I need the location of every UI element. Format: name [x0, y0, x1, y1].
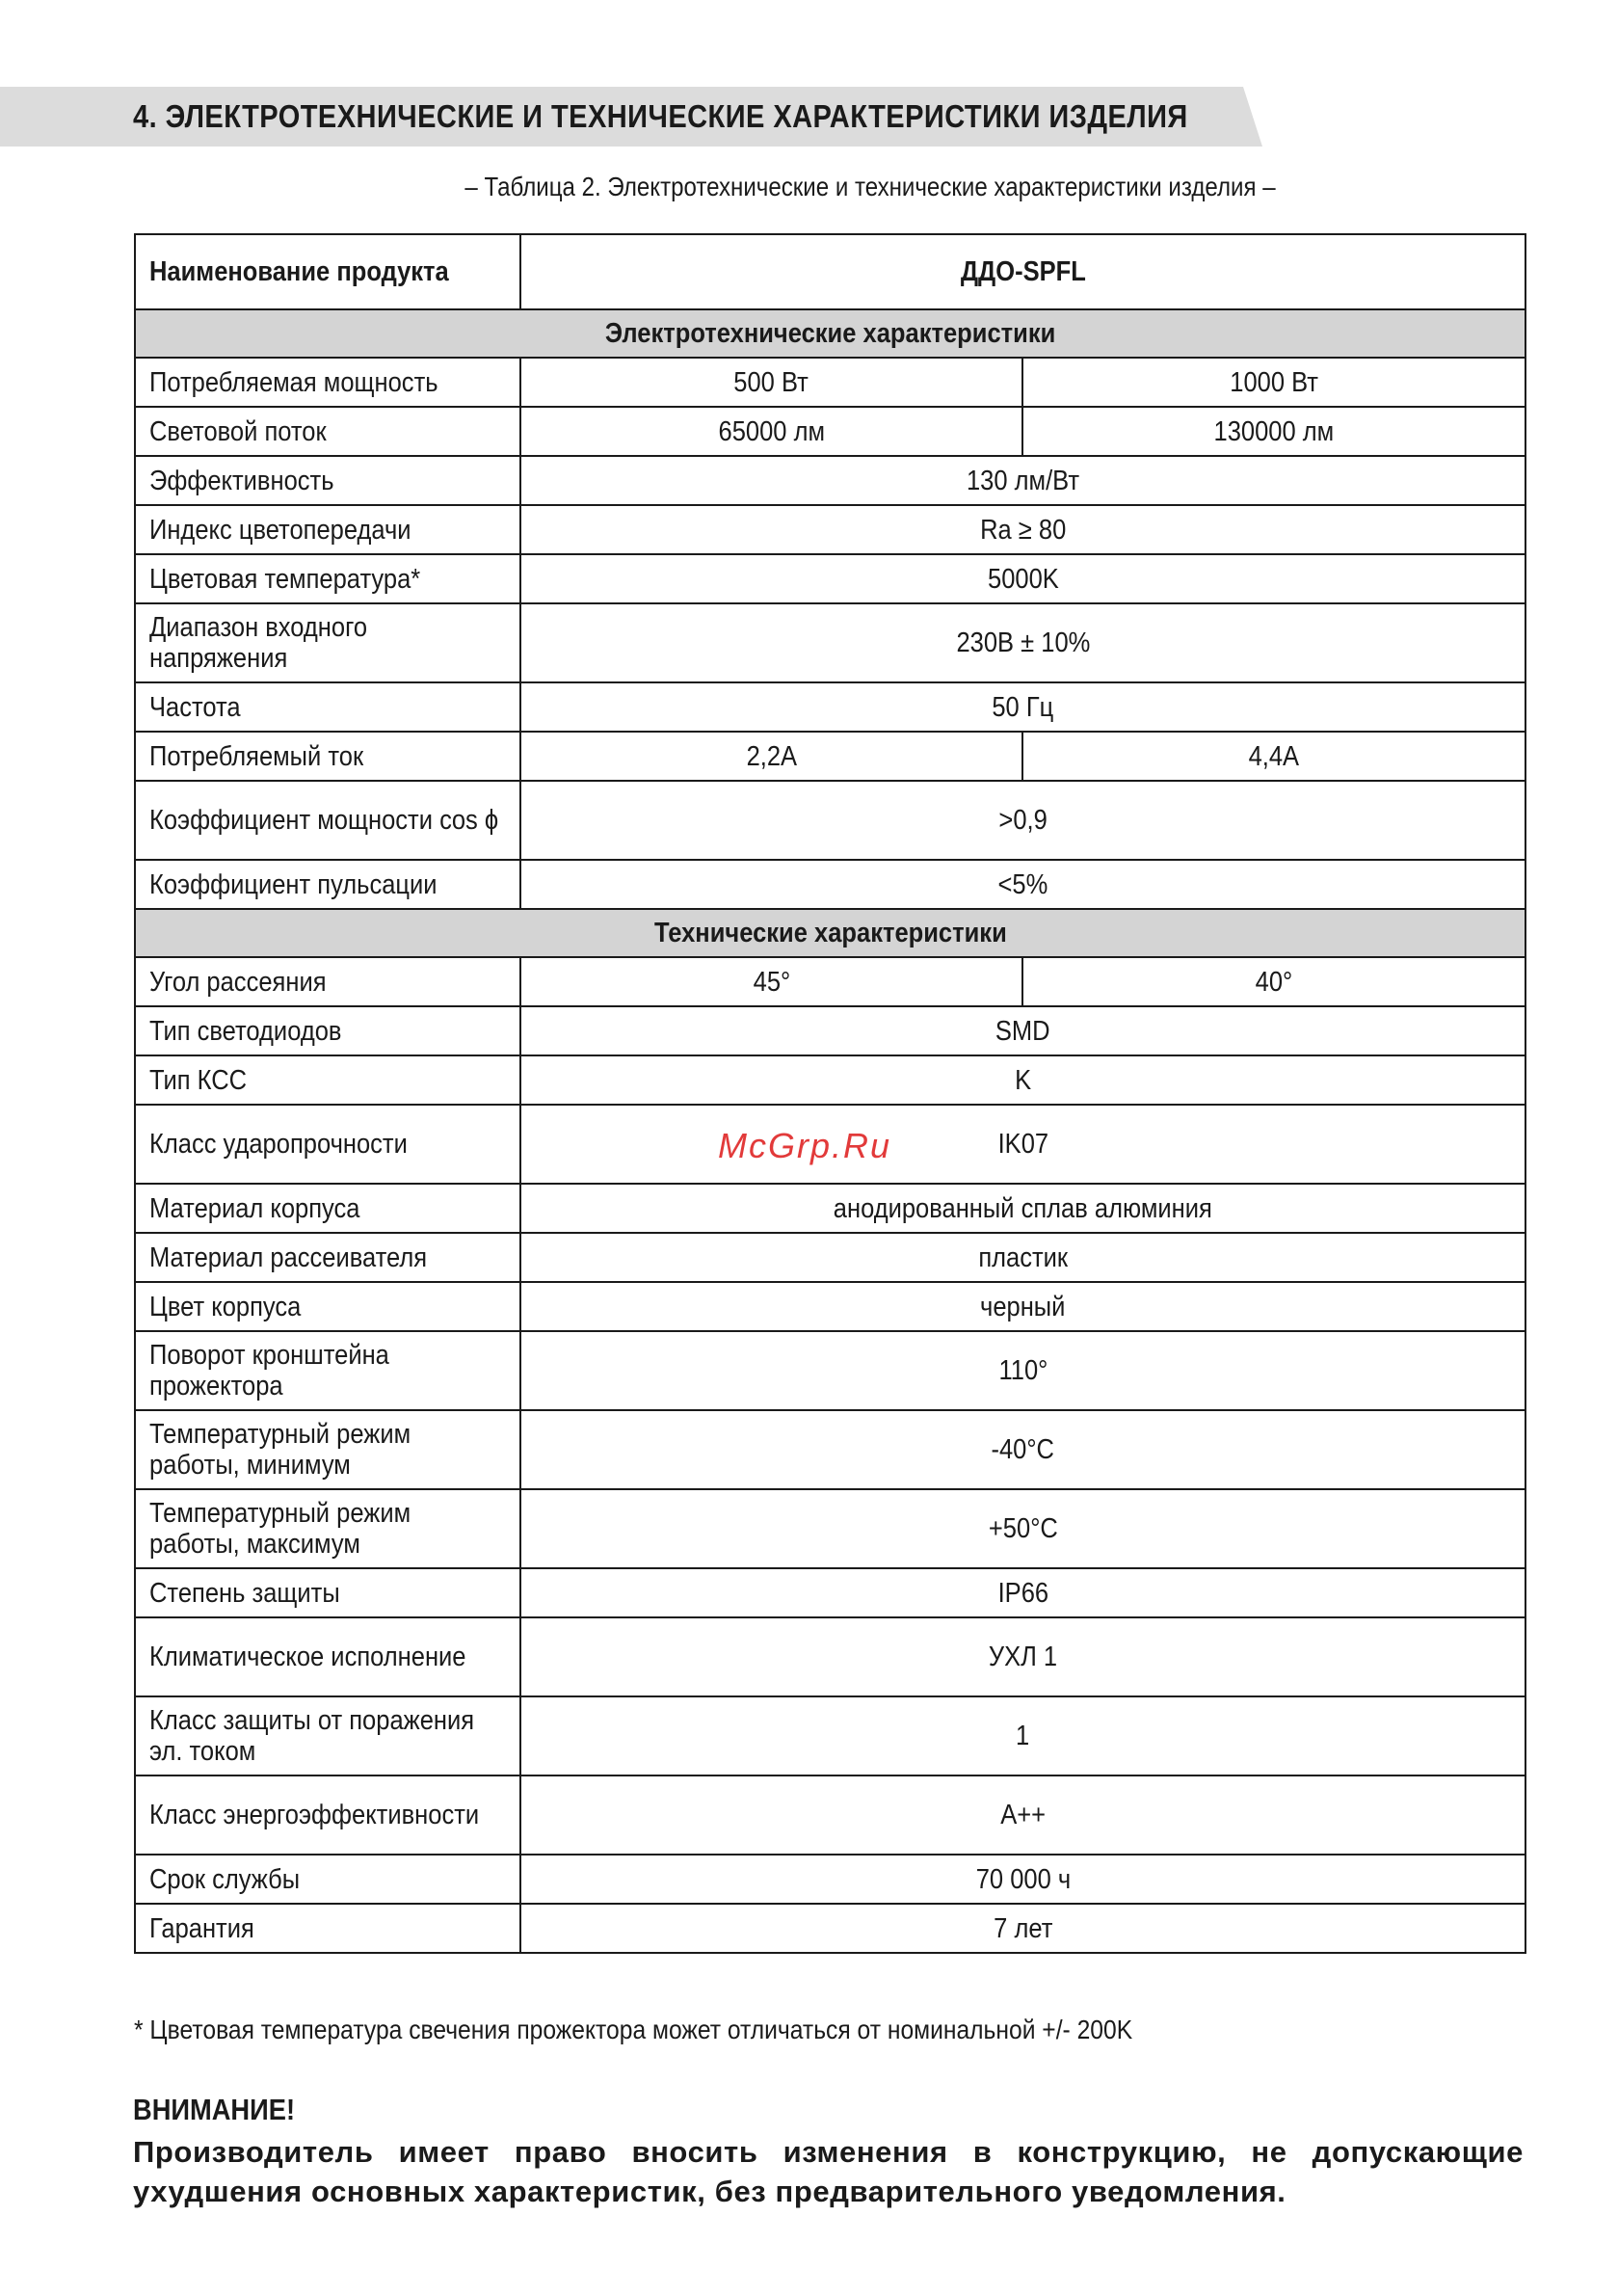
row-label: Коэффициент пульсации [135, 860, 520, 909]
row-label: Эффективность [135, 456, 520, 505]
table-row [135, 1410, 1525, 1489]
row-label: Индекс цветопередачи [135, 505, 520, 554]
section-heading-technical: Технические характеристики [135, 909, 1525, 957]
row-value: 110° [520, 1331, 1525, 1410]
row-value-1000w: 130000 лм [1022, 407, 1525, 456]
row-value: черный [520, 1282, 1525, 1331]
row-label: Класс ударопрочности [135, 1105, 520, 1184]
row-value-1000w: 40° [1022, 957, 1525, 1006]
row-value: 130 лм/Вт [520, 456, 1525, 505]
table-row [135, 1617, 1525, 1696]
row-label: Потребляемый ток [135, 732, 520, 781]
header-product-cell: ДДО-SPFL [520, 234, 1525, 309]
table-row [135, 1568, 1525, 1617]
row-label: Потребляемая мощность [135, 358, 520, 407]
table-row [135, 1233, 1525, 1282]
row-value: 50 Гц [520, 682, 1525, 732]
row-value: УХЛ 1 [520, 1617, 1525, 1696]
row-label: Степень защиты [135, 1568, 520, 1617]
row-value: пластик [520, 1233, 1525, 1282]
section-heading-electrical: Электротехнические характеристики [135, 309, 1525, 358]
row-label: Температурный режим работы, максимум [135, 1489, 520, 1568]
row-label: Цвет корпуса [135, 1282, 520, 1331]
table-row [135, 1184, 1525, 1233]
row-value: 5000K [520, 554, 1525, 603]
row-label: Срок службы [135, 1855, 520, 1904]
row-label: Цветовая температура* [135, 554, 520, 603]
table-row [135, 505, 1525, 554]
table-row [135, 732, 1525, 781]
row-value: +50°C [520, 1489, 1525, 1568]
table-row [135, 554, 1525, 603]
row-label: Климатическое исполнение [135, 1617, 520, 1696]
row-value-500w: 65000 лм [520, 407, 1022, 456]
row-value: 70 000 ч [520, 1855, 1525, 1904]
row-label: Световой поток [135, 407, 520, 456]
row-label: Гарантия [135, 1904, 520, 1953]
row-value: Ra ≥ 80 [520, 505, 1525, 554]
row-value: 7 лет [520, 1904, 1525, 1953]
row-value-500w: 45° [520, 957, 1022, 1006]
row-value: <5% [520, 860, 1525, 909]
section-title: 4. ЭЛЕКТРОТЕХНИЧЕСКИЕ И ТЕХНИЧЕСКИЕ ХАРАКТЕРИСТИКИ ИЗДЕЛИЯ [133, 98, 1188, 134]
row-label: Коэффициент мощности cos ϕ [135, 781, 520, 860]
table-row [135, 603, 1525, 682]
table-header-row [135, 234, 1525, 309]
row-label: Класс защиты от поражения эл. током [135, 1696, 520, 1775]
warning-text: Производитель имеет право вносить изменения в конструкцию, не допускающие ухудшения основных характеристик, без предварительного уведомления. [133, 2135, 1524, 2208]
row-label: Диапазон входного напряжения [135, 603, 520, 682]
row-value: SMD [520, 1006, 1525, 1055]
row-value-1000w: 4,4А [1022, 732, 1525, 781]
row-value: IK07 [520, 1105, 1525, 1184]
table-row [135, 1006, 1525, 1055]
table-row [135, 1904, 1525, 1953]
table-row [135, 1282, 1525, 1331]
row-value-1000w: 1000 Вт [1022, 358, 1525, 407]
table-row [135, 1855, 1525, 1904]
section-row-electrical [135, 309, 1525, 358]
table-row [135, 1775, 1525, 1855]
row-label: Материал корпуса [135, 1184, 520, 1233]
row-value-500w: 2,2А [520, 732, 1022, 781]
header-name-cell: Наименование продукта [135, 234, 520, 309]
row-value: IP66 [520, 1568, 1525, 1617]
row-label: Температурный режим работы, минимум [135, 1410, 520, 1489]
row-label: Тип КСС [135, 1055, 520, 1105]
table-row [135, 1489, 1525, 1568]
row-label: Материал рассеивателя [135, 1233, 520, 1282]
table-row [135, 860, 1525, 909]
row-label: Угол рассеяния [135, 957, 520, 1006]
row-value: K [520, 1055, 1525, 1105]
footnote: * Цветовая температура свечения прожектора может отличаться от номинальной +/- 200K [134, 2015, 1133, 2044]
row-value-500w: 500 Вт [520, 358, 1022, 407]
row-value: анодированный сплав алюминия [520, 1184, 1525, 1233]
row-label: Тип светодиодов [135, 1006, 520, 1055]
table-caption: – Таблица 2. Электротехнические и технические характеристики изделия – [464, 172, 1276, 201]
table-row [135, 358, 1525, 407]
row-value: А++ [520, 1775, 1525, 1855]
table-row [135, 957, 1525, 1006]
table-row [135, 1055, 1525, 1105]
section-row-technical [135, 909, 1525, 957]
table-row [135, 1696, 1525, 1775]
row-value: -40°C [520, 1410, 1525, 1489]
row-label: Класс энергоэффективности [135, 1775, 520, 1855]
table-row [135, 1331, 1525, 1410]
table-row [135, 781, 1525, 860]
table-row [135, 456, 1525, 505]
row-value: 230В ± 10% [520, 603, 1525, 682]
row-label: Поворот кронштейна прожектора [135, 1331, 520, 1410]
row-label: Частота [135, 682, 520, 732]
spec-table [134, 233, 1526, 1954]
table-row [135, 407, 1525, 456]
row-value: >0,9 [520, 781, 1525, 860]
warning-title: ВНИМАНИЕ! [133, 2093, 296, 2126]
watermark: McGrp.Ru [718, 1126, 892, 1165]
table-row [135, 682, 1525, 732]
row-value: 1 [520, 1696, 1525, 1775]
